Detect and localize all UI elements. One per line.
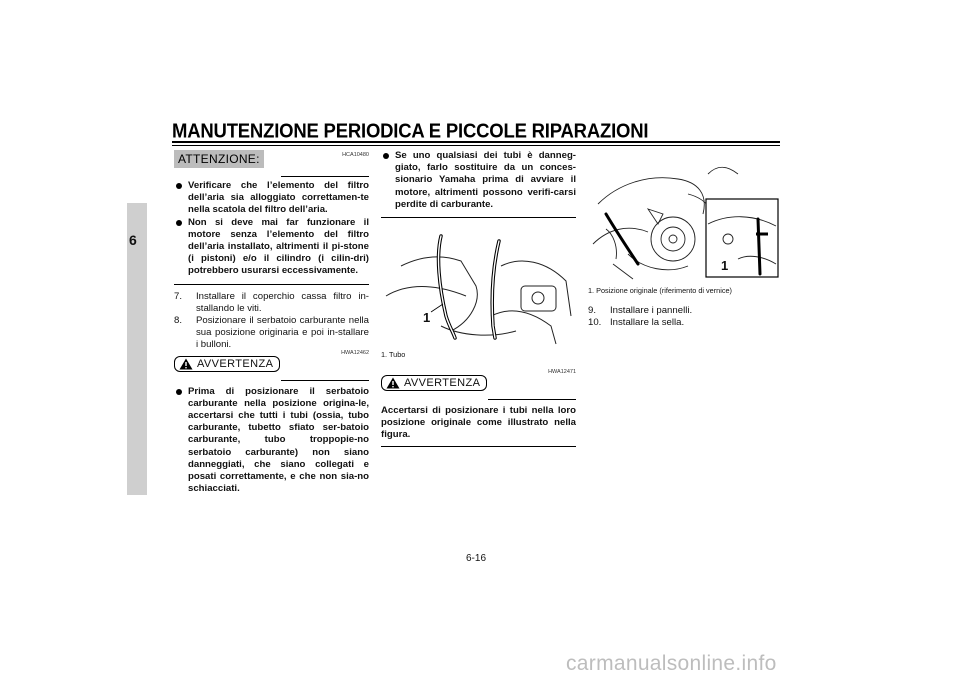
warning-code: HWA12471 bbox=[548, 369, 576, 376]
attention-header-rule bbox=[281, 176, 369, 177]
figure-callout: 1 bbox=[423, 310, 431, 326]
page-title: MANUTENZIONE PERIODICA E PICCOLE RIPARAZIONI bbox=[172, 119, 649, 142]
header-rule bbox=[172, 141, 780, 143]
step-item bbox=[588, 305, 783, 317]
steps-list bbox=[588, 305, 783, 329]
attention-end-rule bbox=[174, 284, 369, 285]
warning-text: Accertarsi di posizionare i tubi nella loro posizione originale come illustrato nella figura. bbox=[381, 405, 576, 441]
column-middle bbox=[381, 150, 576, 447]
hose-illustration bbox=[381, 226, 576, 346]
warning-bullet: Prima di posizionare il serbatoio carburante nella posizione origina-le, accertarsi che tutti i tubi (ossia, tubo carburante, tubetto sfiato ser-batoio carburante, tubo troppopie-no serbatoio carburante) non siano danneggiati, che siano collegati e posati correttamente, e che non sia-no schiacciati. bbox=[174, 386, 369, 496]
figure-caption: 1. Posizione originale (riferimento di vernice) bbox=[588, 286, 732, 295]
warning-end-rule bbox=[381, 446, 576, 447]
warning-label: AVVERTENZA bbox=[404, 377, 481, 390]
step-item bbox=[588, 317, 783, 329]
figure-caption: 1. Tubo bbox=[381, 350, 406, 360]
paint-mark-figure bbox=[588, 154, 783, 282]
warning-header-rule bbox=[488, 399, 576, 400]
warning-badge bbox=[174, 356, 280, 372]
figure-callout: 1 bbox=[721, 258, 729, 273]
header-rule-thin bbox=[172, 145, 780, 146]
warning-bullets bbox=[174, 386, 369, 496]
attention-bullet: Non si deve mai far funzionare il motore senza l’elemento del filtro dell’aria installato, altrimenti il pi-stone (i pistoni) e/o il cilindro (i cilin-dri) potrebbero usurarsi eccessivamente. bbox=[174, 217, 369, 278]
attention-code: HCA10480 bbox=[342, 152, 369, 158]
step-text: Installare il coperchio cassa filtro in-stallando le viti. bbox=[196, 290, 369, 314]
page-number: 6-16 bbox=[466, 553, 487, 564]
steps-list bbox=[174, 291, 369, 352]
chapter-number: 6 bbox=[129, 232, 137, 248]
warning-triangle-icon bbox=[386, 377, 400, 389]
warning-header-rule bbox=[281, 380, 369, 381]
step-text: Installare la sella. bbox=[610, 317, 685, 329]
step-text: Posizionare il serbatoio carburante nella sua posizione originaria e poi in-stallare i bulloni. bbox=[196, 315, 369, 351]
warning-code: HWA12462 bbox=[341, 349, 369, 356]
warning-triangle-icon bbox=[179, 358, 193, 370]
step-number: 10. bbox=[588, 317, 602, 329]
warning-bullet: Se uno qualsiasi dei tubi è danneg-giato, farlo sostituire da un conces-sionario Yamaha prima di avviare il motore, altrimenti possono verifi-carsi perdite di carburante. bbox=[381, 150, 576, 211]
step-number: 9. bbox=[588, 305, 597, 316]
warning-badge bbox=[381, 375, 487, 391]
watermark: carmanualsonline.info bbox=[566, 652, 777, 675]
warning-header bbox=[381, 369, 576, 401]
attention-badge: ATTENZIONE: bbox=[174, 150, 264, 168]
warning-header bbox=[174, 349, 369, 382]
warning-end-rule bbox=[381, 217, 576, 218]
step-text: Installare i pannelli. bbox=[610, 305, 693, 316]
step-number: 8. bbox=[174, 315, 183, 327]
column-right bbox=[588, 150, 783, 329]
column-left bbox=[174, 150, 369, 495]
hose-figure bbox=[381, 226, 576, 346]
warning-label: AVVERTENZA bbox=[197, 357, 274, 370]
engine-illustration bbox=[588, 154, 783, 282]
step-number: 7. bbox=[174, 290, 183, 302]
step-item bbox=[174, 315, 369, 352]
attention-header bbox=[174, 150, 369, 176]
attention-bullet: Verificare che l’elemento del filtro dell’aria sia alloggiato correttamen-te nella scatola del filtro dell’aria. bbox=[174, 180, 369, 217]
step-item bbox=[174, 291, 369, 315]
attention-bullets bbox=[174, 180, 369, 278]
continued-bullets bbox=[381, 150, 576, 211]
